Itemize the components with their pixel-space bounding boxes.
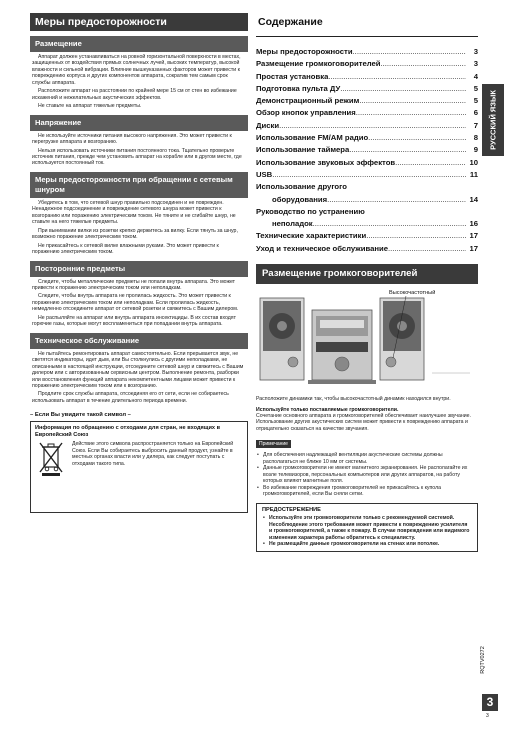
- toc-item[interactable]: Руководство по устранению: [256, 206, 365, 216]
- eu-disposal-box: [30, 421, 248, 513]
- caution-box: [256, 503, 478, 551]
- cord-para-1: Убедитесь в том, что сетевой шнур правильно подсоединен и не поврежден. Ненадежное подсоединение и повреждение сетевого шнура может привести к возгоранию или поражению электрическим током. Не тяните и не сгибайте шнур, не ставьте на него тяжелые предметы.: [32, 199, 236, 226]
- toc-item[interactable]: Использование FM/AM радио ..... 8: [256, 132, 478, 144]
- section-heading-placement: Размещение: [30, 36, 248, 52]
- speaker-illustration: [256, 288, 478, 396]
- placement-para-2: Расположите аппарат на расстоянии по крайней мере 15 см от стен во избежание искажений и нежелательных акустических эффектов.: [32, 88, 237, 101]
- toc-item[interactable]: оборудования ..... 14: [256, 194, 478, 206]
- section-heading-voltage: Напряжение: [30, 115, 248, 131]
- toc-item[interactable]: неполадок ..... 16: [256, 218, 478, 230]
- service-para-1: Не пытайтесь ремонтировать аппарат самостоятельно. Если прерывается звук, не светятся индикаторы, идет дым, или Вы столкнулись с другими неполадками, не описанными в настоящей инструкции, отсоедините сетевой шнур и свяжитесь с Вашим дилером или с авторизованным сервисным центром. Выполнение ремонта, разборки или восстановления функций аппарата некомпетентными лицами может привести к поражению электрическим током или к возгоранию.: [32, 350, 244, 389]
- toc-item[interactable]: Использование таймера ..... 9: [256, 144, 478, 156]
- speaker-placement-title: Размещение громкоговорителей: [256, 264, 478, 284]
- page-number-small: 3: [486, 713, 489, 719]
- toc-item[interactable]: Размещение громкоговорителей ..... 3: [256, 58, 478, 70]
- voltage-para-1: Не используйте источники питания высокого напряжения. Это может привести к перегрузке аппарата и возгоранию.: [32, 132, 232, 146]
- cord-para-2: При вынимании вилки из розетки крепко держитесь за вилку. Если тянуть за шнур, возможно поражение электрическим током.: [32, 227, 238, 241]
- list-item: • Во избежание повреждения громкоговорителей не прикасайтесь к купола громкоговорителей, если Вы сняли сетки.: [256, 485, 478, 498]
- eu-symbol-label: – Если Вы увидите такой символ –: [30, 412, 131, 419]
- page-number: 3: [482, 694, 498, 711]
- list-item: • Данные громкоговорители не имеют магнитного экранирования. Не располагайте их возле телевизоров, персональных компьютеров или других аппаратов, на работу которых влияют магнитные поля.: [256, 465, 478, 484]
- toc-title: Содержание: [256, 13, 478, 37]
- placement-para-2: Сочетание основного аппарата и громкоговорителей обеспечивает наилучшее звучание. Использование других акустических систем может привести к повреждению аппарата и отрицательно сказаться на качестве звучания.: [256, 412, 471, 432]
- caution-title: ПРЕДОСТЕРЕЖЕНИЕ: [262, 507, 321, 514]
- toc-item[interactable]: Уход и техническое обслуживание ..... 17: [256, 243, 478, 255]
- precautions-title: Меры предосторожности: [30, 13, 248, 31]
- tweeter-label: Высокочастотный: [389, 290, 436, 297]
- toc-item[interactable]: Использование другого: [256, 182, 347, 192]
- objects-para-3: Не распыляйте на аппарат или внутрь аппарата инсектициды. В их состав входят горючие газы, которые могут воспламениться при попадании внутрь аппарата.: [32, 314, 236, 328]
- cord-para-3: Не прикасайтесь к сетевой вилке влажными руками. Это может привести к поражению электрическим током.: [32, 242, 219, 256]
- list-item: • Не размещайте данные громкоговорители на стенах или потолке.: [262, 541, 472, 547]
- placement-para-1: Расположите динамики так, чтобы высокочастотный динамик находился внутри.: [256, 396, 451, 403]
- toc-item[interactable]: Демонстрационный режим ..... 5: [256, 95, 478, 107]
- crossed-bin-icon: [37, 441, 65, 477]
- toc-list: [256, 46, 478, 255]
- note-label: Примечание: [256, 440, 291, 448]
- toc-item[interactable]: Обзор кнопок управления ..... 6: [256, 107, 478, 119]
- toc-item[interactable]: Простая установка ..... 4: [256, 71, 478, 83]
- contents-column: [256, 13, 478, 552]
- placement-para-3: Не ставьте на аппарат тяжелые предметы.: [38, 103, 142, 110]
- eu-disposal-title: Информация по обращению с отходами для стран, не входящих в Европейский Союз: [35, 425, 221, 438]
- speaker-system-image: [256, 288, 478, 396]
- notes-list: [256, 452, 478, 497]
- voltage-para-2: Нельзя использовать источники питания постоянного тока. Тщательно проверьте источник питания, прежде чем установить аппарат на корабле или в другом месте, где используется постоянный ток.: [32, 147, 242, 167]
- doc-code: RQTV0272: [480, 646, 486, 674]
- placement-para-1: Аппарат должен устанавливаться на ровной горизонтальной поверхности в местах, защищенных от воздействия прямых солнечных лучей, высоких температур, высокой влажности и сильной вибрации. Влияние вышеуказанных факторов может привести к повреждению корпуса и других компонентов аппарата, сократив тем самым срок службы аппарата.: [32, 54, 241, 86]
- list-item: • Для обеспечения надлежащей вентиляции акустические системы должны располагаться не ближе 10 мм от системы.: [256, 452, 478, 465]
- objects-para-2: Следите, чтобы внутрь аппарата не пролилась жидкость. Это может привести к поражению электрическим током или неполадкам. Если пролилась жидкость, немедленно отсоедините аппарат от сетевой розетки и свяжитесь с Вашим дилером.: [32, 293, 239, 313]
- precautions-column: [30, 13, 248, 513]
- section-heading-foreign-objects: Посторонние предметы: [30, 261, 248, 277]
- toc-item[interactable]: Подготовка пульта ДУ ..... 5: [256, 83, 478, 95]
- objects-para-1: Следите, чтобы металлические предметы не попали внутрь аппарата. Это может привести к поражению электрическим током или неполадкам.: [32, 278, 236, 291]
- section-heading-service: Техническое обслуживание: [30, 333, 248, 349]
- service-para-2: Продлите срок службы аппарата, отсоединяя его от сети, если не собираетесь использовать аппарат в течение длительного периода времени.: [32, 391, 229, 404]
- list-item: • Используйте эти громкоговорители только с рекомендуемой системой. Несоблюдение этого требования может привести к повреждению усилителя и громкоговорителей, а также к пожару. В случае повреждения или видимого изменения характера работы обратитесь к специалисту.: [262, 515, 472, 541]
- toc-item[interactable]: USB ..... 11: [256, 169, 478, 181]
- placement-bold: Используйте только поставляемые громкоговорители.: [256, 406, 399, 413]
- toc-item[interactable]: Технические характеристики ..... 17: [256, 230, 478, 242]
- toc-item[interactable]: Меры предосторожности ..... 3: [256, 46, 478, 58]
- language-tab: РУССКИЙ ЯЗЫК: [482, 84, 504, 156]
- eu-disposal-text: Действие этого символа распространяется только на Европейский Союз. Если Вы собираетесь выбросить данный продукт, узнайте в местных органах власти или у дилера, как следует поступать с отходами такого типа.: [72, 441, 234, 467]
- section-heading-power-cord: Меры предосторожности при обращении с сетевым шнуром: [30, 172, 248, 198]
- toc-item[interactable]: Использование звуковых эффектов ..... 10: [256, 157, 478, 169]
- toc-item[interactable]: Диски ..... 7: [256, 120, 478, 132]
